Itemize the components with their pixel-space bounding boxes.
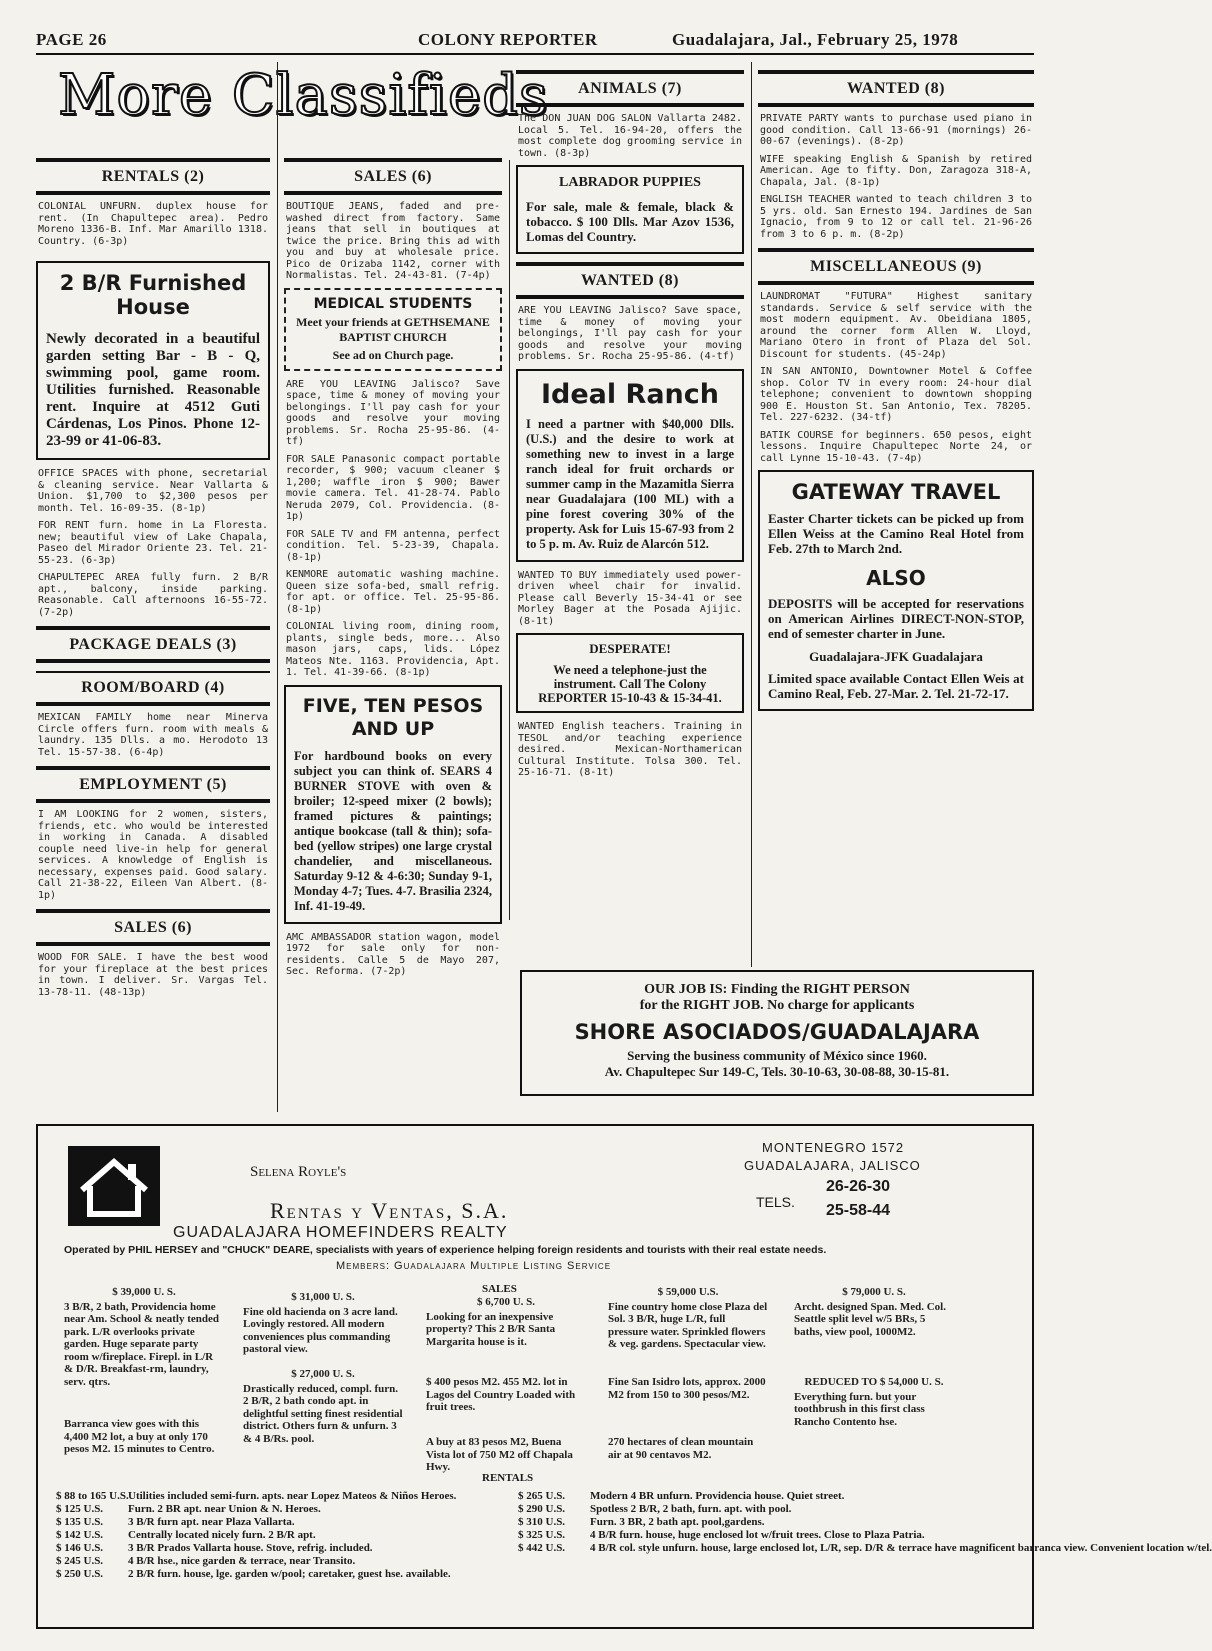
banner-title: More Classifieds [58, 63, 549, 128]
classified-ad: ENGLISH TEACHER wanted to teach children 3 to 5 yrs. old. San Ernesto 194. Jardines de San Ignacio, from 9 to 12 or call tel. 21-96-26 from 3 to 6 p. m. (8-2p) [760, 194, 1032, 240]
classified-ad: COLONIAL living room, dining room, plants, single beds, more... Also mason jars, caps, lids. López Mateos Nte. 1163. Providencia, Apt. 1. Tel. 41-39-66. (8-1p) [286, 621, 500, 678]
rental-line [518, 1529, 1028, 1542]
rental-price: $ 325 U.S. [518, 1529, 566, 1541]
rental-price: $ 125 U.S. [56, 1503, 104, 1515]
listing [794, 1286, 954, 1338]
ad-text: OUR JOB IS: Finding the RIGHT PERSON [644, 982, 910, 997]
rental-price: $ 265 U.S. [518, 1490, 566, 1502]
section-heading: ROOM/BOARD (4) [36, 671, 270, 706]
listing-text: Fine old hacienda on 3 acre land. Lovingly restored. All modern conveniences plus commanding pastoral view. [243, 1305, 398, 1355]
listing-price: $ 6,700 U. S. [476, 1296, 536, 1308]
classified-ad: KENMORE automatic washing machine. Queen size sofa-bed, small refrig. for apt. or office. Tel. 25-95-86. (8-1p) [286, 569, 500, 615]
ad-tels-label: TELS. [756, 1194, 795, 1210]
classified-ad: MEXICAN FAMILY home near Minerva Circle offers furn. room with meals & laundry. 135 Dlls. a mo. Herodoto 13 Tel. 15-57-38. (6-4p) [38, 712, 268, 758]
ad-title: LABRADOR PUPPIES [559, 175, 701, 190]
classified-ad: WOOD FOR SALE. I have the best wood for your fireplace at the best prices in town. I deliver. Sr. Vargas Tel. 13-78-11. (48-13p) [38, 952, 268, 998]
listing-price: $ 59,000 U.S. [657, 1286, 719, 1298]
classified-ad: PRIVATE PARTY wants to purchase used piano in good condition. Call 13-66-91 (mornings) 26-00-67 (evenings). (8-2p) [760, 113, 1032, 147]
rentals-label: RENTALS [482, 1472, 534, 1484]
rentals-list-left [56, 1490, 516, 1581]
paper-name: COLONY REPORTER [418, 30, 598, 49]
rental-line [518, 1542, 1212, 1555]
classified-ad: LAUNDROMAT "FUTURA" Highest sanitary standards. Service & self service with the most modern equipment. Av. Obeidiana 1805, around the corner form Allen W. Lloyd, Mariano Otero in front of Plaza del Sol. Discount for students. (45-24p) [760, 291, 1032, 360]
listing-price: REDUCED TO $ 54,000 U. S. [804, 1376, 944, 1388]
display-ad-desperate [516, 633, 744, 713]
display-ad-medical [284, 288, 502, 371]
ad-text: Newly decorated in a beautiful garden setting Bar - B - Q, swimming pool, game room. Utilities furnished. Reasonable rent. Inquire at 4512 Guti Cárdenas, Los Pinos. Phone 12-23-99 or 41-06-83. [46, 331, 260, 449]
listing-text: Drastically reduced, compl. furn. 2 B/R, 2 bath condo apt. in delightful setting finest residential district. Others furn & unfurn. 3 & 4 B/Rs. pool. [243, 1382, 403, 1445]
listing-text: A buy at 83 pesos M2, Buena Vista lot of 750 M2 off Chapala Hwy. [426, 1436, 573, 1473]
header-rule [36, 53, 1034, 55]
classified-ad: COLONIAL UNFURN. duplex house for rent. (In Chapultepec area). Pedro Moreno 1336-B. Inf. Mar Amarillo 1318. Country. (6-3p) [38, 201, 268, 247]
listing [426, 1436, 586, 1474]
rental-price: $ 245 U.S. [56, 1555, 104, 1567]
rental-text: Utilities included semi-furn. apts. near Lopez Mateos & Niños Heroes. [128, 1490, 457, 1502]
classified-ad: FOR SALE Panasonic compact portable recorder, $ 900; vacuum cleaner $ 1,200; waffle iron $ 900; Bawer movie camera. Tel. 41-28-74. Pablo Neruda 2079, Col. Providencia. (8-1p) [286, 453, 500, 522]
real-estate-ad [36, 1124, 1212, 1629]
ad-title: 2 B/R Furnished House [59, 271, 247, 319]
ad-title: SHORE ASOCIADOS/GUADALAJARA [574, 1020, 980, 1044]
ad-text: DEPOSITS will be accepted for reservations on American Airlines DIRECT-NON-STOP, end of semester charter in June. [768, 596, 1024, 641]
rental-price: $ 442 U.S. [518, 1542, 566, 1554]
ad-text: For hardbound books on every subject you can think of. SEARS 4 BURNER STOVE with oven & broiler; 12-speed mixer (2 bowls); framed pictures & paintings; antique bookcase (tall & thin); sofa-bed (yellow stripes) one large crystal chandelier, and miscellaneous. Saturday 9-12 & 4-6:30; Sunday 9-1, Monday 4-7; Tues. 4-7. Brasilia 2324, Inf. 41-19-49. [294, 748, 492, 913]
listing [608, 1436, 768, 1461]
section-heading: EMPLOYMENT (5) [36, 766, 270, 803]
listing-text: 270 hectares of clean mountain air at 90 centavos M2. [608, 1436, 754, 1461]
rental-text: Centrally located nicely furn. 2 B/R apt. [128, 1529, 316, 1541]
rental-line [56, 1568, 516, 1581]
column-3 [516, 62, 744, 912]
display-ad-pesos [284, 685, 502, 924]
ad-text: For sale, male & female, black & tobacco. $ 100 Dlls. Mar Azov 1536, Lomas del Country. [526, 199, 734, 244]
classified-ad: AMC AMBASSADOR station wagon, model 1972 for sale only for non-residents. Calle 5 de Mayo 207, Sec. Reforma. (7-2p) [286, 931, 500, 977]
rental-line [56, 1555, 516, 1568]
classified-ad: I AM LOOKING for 2 women, sisters, friends, etc. who would be interested in working in Canada. A disabled couple need live-in help for general services. A knowledge of English is necessary, expenses paid. Good salary. Call 21-38-22, Eileen Van Albert. (8-1p) [38, 809, 268, 901]
rental-text: 3 B/R Prados Vallarta house. Stove, refrig. included. [128, 1542, 373, 1554]
listing [608, 1376, 768, 1401]
ad-realty: GUADALAJARA HOMEFINDERS REALTY [173, 1224, 508, 1241]
ad-text: We need a telephone-just the instrument. Call The Colony REPORTER 15-10-43 & 15-34-41. [538, 663, 722, 705]
ad-text: Meet your friends at GETHSEMANE BAPTIST CHURCH [296, 314, 490, 344]
rental-line [56, 1516, 516, 1529]
ad-address: MONTENEGRO 1572 [762, 1140, 905, 1155]
ad-members: Members: Guadalajara Multiple Listing Service [336, 1260, 612, 1272]
rental-text: Furn. 2 BR apt. near Union & N. Heroes. [128, 1503, 321, 1515]
rental-line [56, 1542, 516, 1555]
classified-ad: ARE YOU LEAVING Jalisco? Save space, time & money of moving your belongings. I'll pay cash for your goods and resolve your moving problems. Sr. Rocha 25-95-86. (4-tf) [286, 378, 500, 447]
section-heading: RENTALS (2) [36, 158, 270, 195]
ad-city: GUADALAJARA, JALISCO [744, 1158, 921, 1173]
ad-operators: Operated by PHIL HERSEY and "CHUCK" DEARE, specialists with years of experience helping foreign residents and tourists with their real estate needs. [64, 1244, 827, 1256]
listing-price: $ 31,000 U. S. [291, 1291, 355, 1303]
rental-price: $ 142 U.S. [56, 1529, 104, 1541]
ad-text: Limited space available Contact Ellen Weis at Camino Real, Feb. 27-Mar. 2. Tel. 21-72-17. [768, 671, 1024, 701]
section-heading: SALES (6) [36, 909, 270, 946]
rentals-list-right [518, 1490, 1212, 1555]
house-logo-icon [68, 1146, 160, 1226]
section-heading: WANTED (8) [516, 262, 744, 299]
column-rule [277, 62, 278, 1112]
rental-price: $ 88 to 165 U.S. [56, 1490, 129, 1502]
display-ad-house [36, 261, 270, 460]
ad-title: FIVE, TEN PESOS AND UP [302, 694, 484, 740]
listing-text: Barranca view goes with this 4,400 M2 lot, a buy at only 170 pesos M2. 15 minutes to Centro. [64, 1418, 215, 1455]
ad-text: Easter Charter tickets can be picked up from Ellen Weiss at the Camino Real Hotel from Feb. 27th to March 2nd. [768, 511, 1024, 556]
page-number: PAGE 26 [36, 30, 107, 49]
rental-text: 3 B/R furn apt. near Plaza Vallarta. [128, 1516, 295, 1528]
listing-price: $ 27,000 U. S. [291, 1368, 355, 1380]
listing [608, 1286, 768, 1351]
listing [426, 1376, 586, 1414]
column-2 [284, 150, 502, 1115]
rental-text: Modern 4 BR unfurn. Providencia house. Quiet street. [590, 1490, 845, 1502]
ad-title: Ideal Ranch [540, 378, 720, 410]
column-rule [751, 62, 752, 967]
rental-text: 4 B/R col. style unfurn. house, large enclosed lot, L/R, sep. D/R & terrace have magnificent barranca view. Convenient location w/tel. [590, 1542, 1212, 1554]
listing [794, 1376, 954, 1428]
rental-price: $ 146 U.S. [56, 1542, 104, 1554]
listing [243, 1291, 403, 1356]
listing [243, 1368, 403, 1445]
dateline: Guadalajara, Jal., February 25, 1978 [672, 30, 959, 49]
rental-line [518, 1503, 1028, 1516]
ad-tel: 25-58-44 [826, 1202, 891, 1219]
ad-company: Rentas y Ventas, S.A. [270, 1198, 509, 1223]
ad-subtitle: ALSO [866, 566, 926, 590]
ad-owner: Selena Royle's [250, 1164, 347, 1180]
rental-text: 4 B/R furn. house, huge enclosed lot w/fruit trees. Close to Plaza Patria. [590, 1529, 925, 1541]
rental-text: Furn. 3 BR, 2 bath apt. pool,gardens. [590, 1516, 765, 1528]
classified-ad: WANTED English teachers. Training in TESOL and/or teaching experience desired. Mexican-Northamerican Cultural Institute. Tolsa 300. Tel. 25-16-71. (8-1t) [518, 721, 742, 778]
listing-text: Fine San Isidro lots, approx. 2000 M2 from 150 to 300 pesos/M2. [608, 1376, 766, 1401]
classified-ad: CHAPULTEPEC AREA fully furn. 2 B/R apt., balcony, inside parking. Reasonable. Call afternoons 16-55-72. (7-2p) [38, 572, 268, 618]
rental-text: 4 B/R hse., nice garden & terrace, near Transito. [128, 1555, 356, 1567]
column-4 [758, 62, 1034, 962]
listing-text: Fine country home close Plaza del Sol. 3 B/R, huge L/R, full pressure water. Sprinkled flowers & veg. gardens. Spectacular view. [608, 1300, 768, 1350]
ad-title: GATEWAY TRAVEL [791, 480, 1001, 504]
rental-price: $ 250 U.S. [56, 1568, 104, 1580]
listing-text: 3 B/R, 2 bath, Providencia home near Am. School & neatly tended park. L/R overlooks private garden. Huge separate party room w/fireplace. Firepl. in L/R & D/R. Breakfast-rm, laundry, serv. qtrs. [64, 1300, 220, 1388]
ad-title: DESPERATE! [589, 641, 671, 656]
ad-text: for the RIGHT JOB. No charge for applicants [639, 998, 915, 1013]
section-heading: MISCELLANEOUS (9) [758, 248, 1034, 285]
ad-tel: 26-26-30 [826, 1178, 891, 1195]
rental-line [518, 1516, 1028, 1529]
display-ad-labrador [516, 165, 744, 254]
classified-ad: The DON JUAN DOG SALON Vallarta 2482. Local 5. Tel. 16-94-20, offers the most complete dog grooming service in town. (8-3p) [518, 113, 742, 159]
ad-text: Av. Chapultepec Sur 149-C, Tels. 30-10-63, 30-08-88, 30-15-81. [604, 1064, 950, 1079]
display-ad-shore [520, 970, 1034, 1096]
classified-ad: OFFICE SPACES with phone, secretarial & cleaning service. Near Vallarta & Union. $1,700 to $2,300 pesos per month. Tel. 16-09-35. (8-1p) [38, 468, 268, 514]
listing-price: $ 39,000 U. S. [112, 1286, 176, 1298]
listing-text: Everything furn. but your toothbrush in this first class Rancho Contento hse. [794, 1390, 925, 1428]
ad-title: MEDICAL STUDENTS [313, 295, 473, 312]
classified-ad: FOR SALE TV and FM antenna, perfect condition. Tel. 5-23-39, Chapala. (8-1p) [286, 528, 500, 563]
rental-text: Spotless 2 B/R, 2 bath, furn. apt. with pool. [590, 1503, 792, 1515]
display-ad-ranch [516, 369, 744, 562]
listing [64, 1418, 224, 1456]
listing-text: Looking for an inexpensive property? This 2 B/R Santa Margarita house is it. [426, 1310, 556, 1348]
listing-text: $ 400 pesos M2. 455 M2. lot in Lagos del Country Loaded with fruit trees. [426, 1376, 576, 1413]
rental-price: $ 290 U.S. [518, 1503, 566, 1515]
classified-ad: IN SAN ANTONIO, Downtowner Motel & Coffee shop. Color TV in every room: 24-hour dial telephone; convenient to downtown shopping 900 E. Houston St. San Antonio, Tex. 78205. Tel. 227-6232. (34-tf) [760, 366, 1032, 423]
display-ad-gateway [758, 470, 1034, 711]
rental-price: $ 135 U.S. [56, 1516, 104, 1528]
ad-footer: See ad on Church page. [332, 347, 454, 362]
classified-ad: WANTED TO BUY immediately used power-driven wheel chair for invalid. Please call Beverly 15-34-41 or see Morley Bager at the Posada Ajijic. (8-1t) [518, 569, 742, 627]
ad-route: Guadalajara-JFK Guadalajara [809, 649, 983, 664]
rental-price: $ 310 U.S. [518, 1516, 566, 1528]
section-heading: WANTED (8) [758, 70, 1034, 107]
section-heading: ANIMALS (7) [516, 70, 744, 107]
listing-price: $ 79,000 U. S. [842, 1286, 906, 1298]
section-heading: PACKAGE DEALS (3) [36, 626, 270, 663]
rental-line [56, 1529, 516, 1542]
section-heading: SALES (6) [284, 158, 502, 195]
listing [64, 1286, 224, 1388]
ad-text: Serving the business community of México since 1960. [627, 1048, 927, 1063]
rental-line [56, 1490, 516, 1503]
column-rule [509, 160, 510, 920]
ad-text: I need a partner with $40,000 Dlls. (U.S.) and the desire to work at something new to invest in a large ranch ideal for fruit orchards or summer camp in the Mazamitla Sierra near Guadalajara (100 ML) with a pine forest covering 30% of the property. Ask for Luis 15-67-93 from 2 to 5 p. m. Av. Ruiz de Alarcón 512. [526, 416, 734, 551]
sales-label: SALES [482, 1283, 517, 1295]
listing-text: Archt. designed Span. Med. Col. Seattle split level w/5 BRs, 5 baths, view pool, 1000M2. [794, 1300, 946, 1338]
rental-text: 2 B/R furn. house, lge. garden w/pool; caretaker, guest hse. available. [128, 1568, 451, 1580]
column-1 [36, 150, 270, 1115]
classified-ad: FOR RENT furn. home in La Floresta. new; beautiful view of Lake Chapala, Paseo del Mirador Oriente 23. Tel. 21-55-23. (6-3p) [38, 520, 268, 566]
rental-line [56, 1503, 516, 1516]
classified-ad: ARE YOU LEAVING Jalisco? Save space, time & money of moving your belongings, I'll pay cash for your goods and resolve your moving problems. Sr. Rocha 25-95-86. (4-tf) [518, 305, 742, 362]
listing [426, 1296, 586, 1348]
classified-ad: BATIK COURSE for beginners. 650 pesos, eight lessons. Inquire Chapultepec Norte 24, or call Lynne 15-10-43. (7-4p) [760, 429, 1032, 464]
rental-line [518, 1490, 1028, 1503]
classified-ad: BOUTIQUE JEANS, faded and pre-washed direct from factory. Same jeans that sell in boutiques at twice the price. Bring this ad with you and buy at wholesale price. Pico de Orizaba 1142, corner with Normalistas. Tel. 24-43-81. (7-4p) [286, 201, 500, 281]
classified-ad: WIFE speaking English & Spanish by retired American. Age to fifty. Don, Zaragoza 318-A, Chapala, Jal. (8-1p) [760, 153, 1032, 188]
